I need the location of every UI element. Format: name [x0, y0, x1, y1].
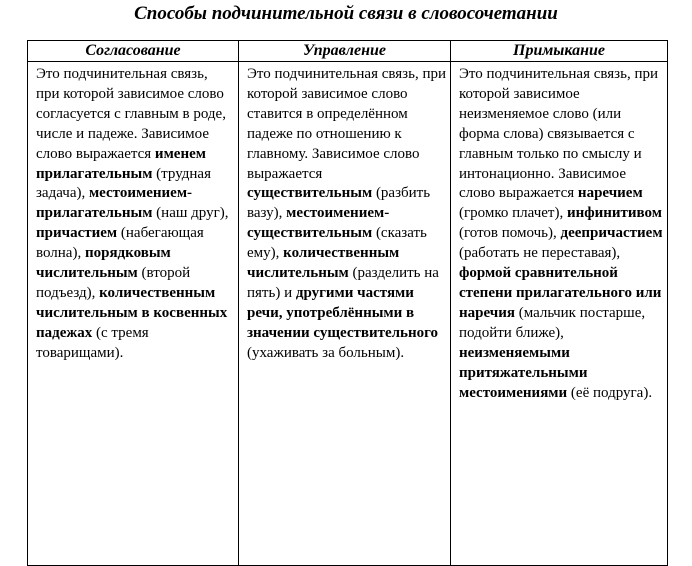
cell-term: формой сравнительной степени прилагательного или наречия — [459, 265, 662, 321]
cell-text: (ухаживать за больным). — [247, 344, 405, 361]
cell-text: (трудная задача), — [36, 165, 211, 202]
cell-text: (разбить вазу), — [247, 185, 431, 222]
cell-text: (мальчик постарше, подойти ближе), — [459, 304, 646, 341]
cell-text: (громко плачет), — [459, 205, 567, 222]
cell-term: существительным — [247, 185, 373, 202]
cell-term: наречием — [577, 185, 643, 202]
comparison-table — [27, 40, 668, 566]
cell-text: (готов помочь), — [459, 225, 561, 242]
cell-text: (второй подъезд), — [36, 265, 191, 301]
table-header-row — [28, 41, 668, 62]
header-adjunction: Примыкание — [451, 41, 668, 62]
cell-term: другими частями речи, употреблёнными в значении существительного — [247, 284, 439, 341]
cell-term: деепричастием — [560, 225, 663, 242]
cell-text: Это подчинительная связь, при которой зависимое слово согласуется с главным в роде, числе и падеже. Зависимое слово выражается — [36, 66, 226, 162]
cell-text: (её подруга). — [567, 384, 653, 401]
cell-government — [239, 62, 451, 566]
cell-agreement — [28, 62, 239, 566]
cell-term: причастием — [36, 225, 118, 242]
table-body-row — [28, 62, 668, 566]
cell-term: количественным числительным — [247, 245, 400, 282]
cell-term: порядковым числительным — [36, 245, 171, 282]
cell-text: (наш друг), — [152, 205, 229, 222]
cell-text: Это подчинительная связь, при которой зависимое слово ставится в определённом падеже по отношению к главному. Зависимое слово выражается — [247, 66, 446, 182]
cell-term: количественным числительным в косвенных падежах — [36, 284, 228, 341]
cell-text: (сказать ему), — [247, 225, 427, 262]
cell-text: Это подчинительная связь, при которой зависимое неизменяемое слово (или форма слова) связывается с главным только по смыслу и интонационно. Зависимое слово выражается — [459, 66, 658, 202]
cell-text: (разделить на пять) и — [247, 265, 439, 301]
cell-term: инфинитивом — [566, 205, 662, 222]
document-title: Способы подчинительной связи в словосочетании — [134, 3, 558, 24]
cell-term: местоимением-прилагательным — [36, 185, 193, 222]
header-agreement: Согласование — [28, 41, 239, 62]
header-government: Управление — [239, 41, 451, 62]
cell-adjunction — [451, 62, 668, 566]
cell-text: (набегающая волна), — [36, 225, 204, 262]
cell-term: неизменяемыми притяжательными местоимениями — [459, 344, 588, 401]
cell-term: именем прилагательным — [36, 145, 206, 182]
cell-term: местоимением-существительным — [247, 205, 390, 242]
cell-text: (с тремя товарищами). — [36, 324, 149, 361]
cell-text: (работать не переставая), — [459, 245, 621, 262]
